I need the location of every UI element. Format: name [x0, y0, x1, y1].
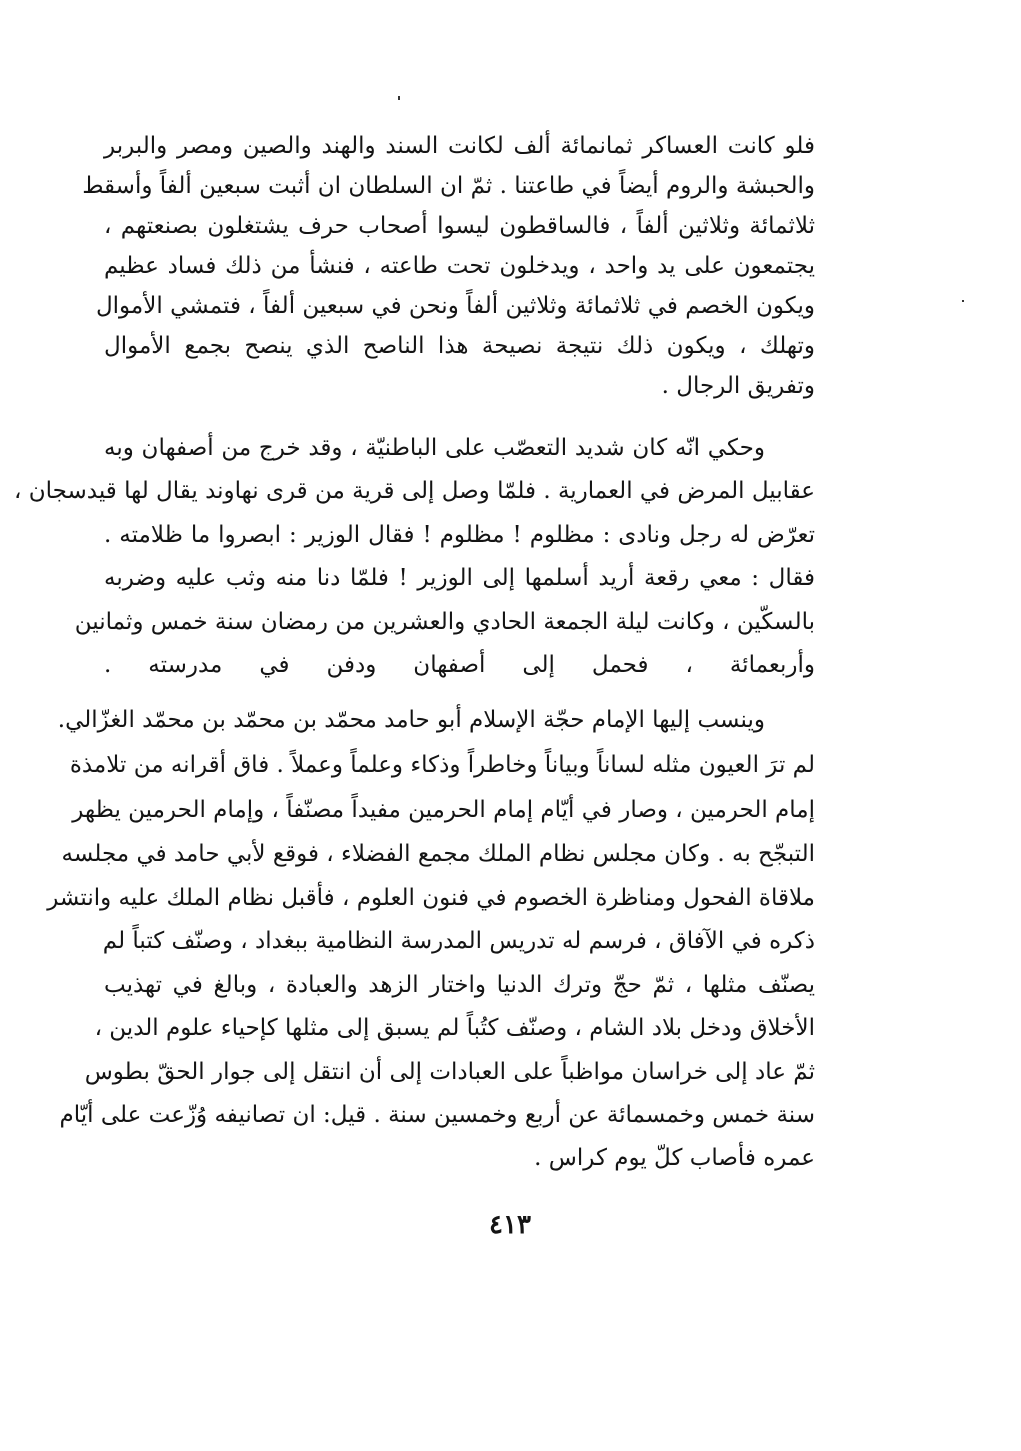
text-line: وأربعمائة ، فحمل إلى أصفهان ودفن في مدرسته .	[104, 652, 815, 678]
text-line: ثلاثمائة وثلاثين ألفاً ، فالساقطون ليسوا أصحاب حرف يشتغلون بصنعتهم ،	[104, 213, 815, 239]
text-line: والحبشة والروم أيضاً في طاعتنا . ثمّ ان السلطان ان أثبت سبعين ألفاً وأسقط	[82, 173, 815, 199]
text-line: ذكره في الآفاق ، فرسم له تدريس المدرسة النظامية ببغداد ، وصنّف كتباً لم	[102, 928, 815, 954]
scan-speck	[398, 96, 400, 100]
scan-speck	[962, 300, 964, 302]
text-line: لم ترَ العيون مثله لساناً وبياناً وخاطراً وذكاء وعلماً وعملاً . فاق أقرانه من تلامذة	[69, 752, 815, 778]
text-line: ثمّ عاد إلى خراسان مواظباً على العبادات إلى أن انتقل إلى جوار الحقّ بطوس	[84, 1059, 815, 1085]
text-line: يصنّف مثلها ، ثمّ حجّ وترك الدنيا واختار الزهد والعبادة ، وبالغ في تهذيب	[104, 972, 815, 998]
text-line: عقابيل المرض في العمارية . فلمّا وصل إلى قرية من قرى نهاوند يقال لها قيدسجان ،	[14, 478, 815, 504]
text-line: ويكون الخصم في ثلاثمائة وثلاثين ألفاً ونحن في سبعين ألفاً ، فتمشي الأموال	[95, 293, 815, 319]
text-line: بالسكّين ، وكانت ليلة الجمعة الحادي والعشرين من رمضان سنة خمس وثمانين	[74, 609, 815, 635]
text-line: وتفريق الرجال .	[661, 373, 815, 399]
text-line: فقال : معي رقعة أريد أسلمها إلى الوزير ! فلمّا دنا منه وثب عليه وضربه	[104, 565, 815, 591]
text-line: وتهلك ، ويكون ذلك نتيجة نصيحة هذا الناصح الذي ينصح بجمع الأموال	[104, 333, 815, 359]
text-line: تعرّض له رجل ونادى : مظلوم ! مظلوم ! فقال الوزير : ابصروا ما ظلامته .	[104, 522, 815, 548]
text-line: إمام الحرمين ، وصار في أيّام إمام الحرمين مفيداً مصنّفاً ، وإمام الحرمين يظهر	[72, 797, 815, 823]
text-line: وينسب إليها الإمام حجّة الإسلام أبو حامد محمّد بن محمّد بن محمّد الغزّالي.	[57, 707, 765, 733]
text-line: سنة خمس وخمسمائة عن أربع وخمسين سنة . قيل: ان تصانيفه وُزّعت على أيّام	[59, 1102, 815, 1128]
text-line: الأخلاق ودخل بلاد الشام ، وصنّف كتُباً لم يسبق إلى مثلها كإحياء علوم الدين ،	[94, 1015, 815, 1041]
text-line: فلو كانت العساكر ثمانمائة ألف لكانت السند والهند والصين ومصر والبربر	[104, 133, 815, 159]
text-line: وحكي انّه كان شديد التعصّب على الباطنيّة ، وقد خرج من أصفهان وبه	[104, 435, 765, 461]
page-number: ٤١٣	[489, 1210, 531, 1240]
text-line: يجتمعون على يد واحد ، ويدخلون تحت طاعته ، فنشأ من ذلك فساد عظيم	[104, 253, 815, 279]
text-line: عمره فأصاب كلّ يوم كراس .	[534, 1145, 815, 1171]
text-line: ملاقاة الفحول ومناظرة الخصوم في فنون العلوم ، فأقبل نظام الملك عليه وانتشر	[47, 885, 815, 911]
text-line: التبجّح به . وكان مجلس نظام الملك مجمع الفضلاء ، فوقع لأبي حامد في مجلسه	[61, 841, 815, 867]
